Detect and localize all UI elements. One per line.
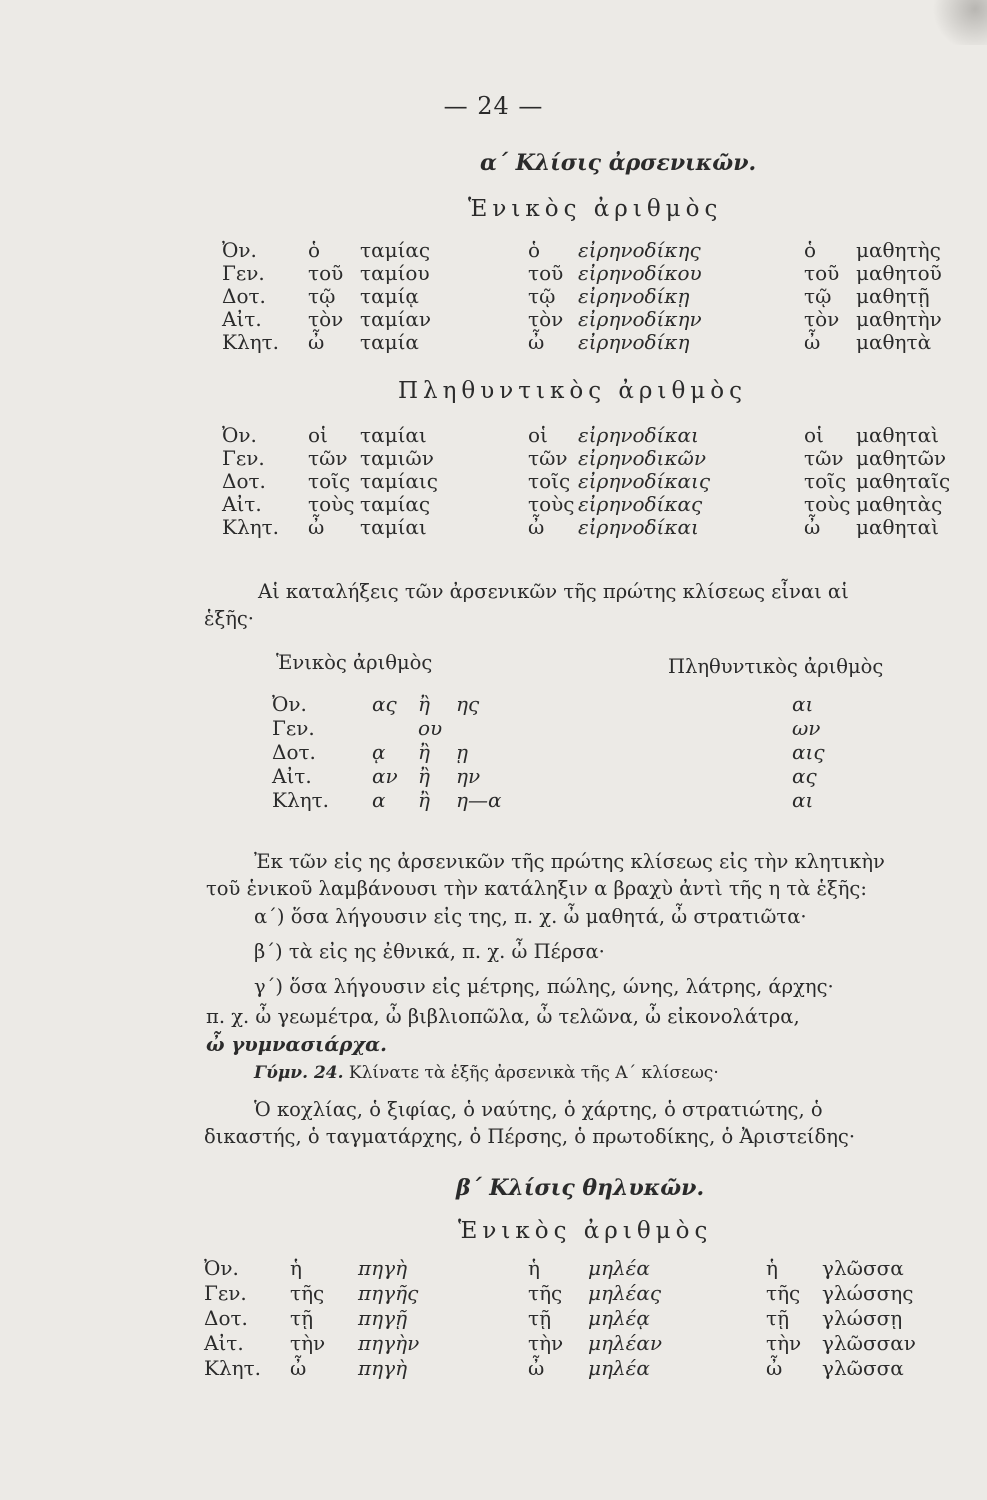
table-cell: τὴν [528,1331,564,1355]
table-row [0,788,987,818]
table-cell: μαθητὴς [856,238,941,262]
table-cell: τοὺς [804,492,851,516]
table-cell: μηλέας [588,1281,662,1305]
table-cell: ην [456,764,481,788]
table-cell: ὦ [308,330,325,354]
exercise-label: Γύμν. 24. [254,1063,344,1083]
exercise-line1: Ὁ κοχλίας, ὁ ξιφίας, ὁ ναύτης, ὁ χάρτης, ὁ στρατιώτης, ὁ [254,1098,823,1121]
case-label: Ὀν. [222,423,257,447]
table-cell: ὦ [804,330,821,354]
table-cell: γλῶσσα [822,1256,904,1280]
case-label: Δοτ. [222,469,266,493]
table-cell: ἡ [528,1256,540,1280]
table-cell: πηγὴ [358,1256,408,1280]
case-label: Δοτ. [222,284,266,308]
table-cell: εἰρηνοδίκου [578,261,702,285]
table-cell: μηλέα [588,1256,650,1280]
endings-intro-line2: ἑξῆς· [204,607,255,630]
table-cell: μαθητῶν [856,446,947,470]
table-cell: ταμίᾳ [360,284,419,308]
table-cell: εἰρηνοδίκης [578,238,701,262]
table-cell: εἰρηνοδίκην [578,307,702,331]
table-cell: ας [372,692,397,716]
table-cell: ὁ [308,238,321,262]
table-cell: ἢ [418,788,430,812]
table-cell: οἱ [528,423,548,447]
rule-c-line2: π. χ. ὦ γεωμέτρα, ὦ βιβλιοπῶλα, ὦ τελῶνα, ὦ εἰκονολάτρα, [206,1005,800,1028]
case-label: Κλητ. [272,788,330,812]
table-cell: τῶν [528,446,568,470]
exercise-heading [254,1063,719,1083]
section-b-singular-heading: Ἑνικὸς ἀριθμὸς [458,1218,713,1244]
case-label: Αἰτ. [272,764,312,788]
table-cell: μαθηταῖς [856,469,951,493]
table-cell: αι [792,788,814,812]
rule-b: β΄) τὰ εἰς ης ἐθνικά, π. χ. ὦ Πέρσα· [254,940,605,963]
table-cell: εἰρηνοδίκας [578,492,703,516]
endings-intro-line1: Αἱ καταλήξεις τῶν ἀρσενικῶν τῆς πρώτης κλίσεως εἶναι αἱ [258,580,849,603]
table-cell: τοὺς [308,492,355,516]
table-cell: πηγὴ [358,1356,408,1380]
table-cell: αι [792,692,814,716]
table-cell: τῇ [766,1306,790,1330]
table-cell: γλῶσσα [822,1356,904,1380]
endings-singular-heading: Ἑνικὸς ἀριθμὸς [276,651,433,674]
exercise-text: Κλίνατε τὰ ἑξῆς ἀρσενικὰ τῆς Α΄ κλίσεως· [348,1063,719,1083]
table-cell: τὸν [308,307,344,331]
table-cell: τῆς [290,1281,325,1305]
case-label: Αἰτ. [222,492,262,516]
table-cell: τὴν [766,1331,802,1355]
exercise-line2: δικαστής, ὁ ταγματάρχης, ὁ Πέρσης, ὁ πρωτοδίκης, ὁ Ἀριστείδης· [204,1125,856,1148]
table-cell: ᾳ [372,740,386,764]
table-cell: ἢ [418,764,430,788]
table-cell: ταμίαι [360,515,427,539]
case-label: Γεν. [222,446,265,470]
table-cell: μαθητοῦ [856,261,942,285]
table-cell: γλώσσῃ [822,1306,903,1330]
case-label: Αἰτ. [204,1331,244,1355]
table-cell: ὦ [290,1356,307,1380]
table-cell: ων [792,716,821,740]
table-cell: τοῖς [804,469,847,493]
table-cell: ὁ [804,238,817,262]
table-cell: ἢ [418,740,430,764]
table-cell: τοῖς [528,469,571,493]
table-cell: ταμία [360,330,419,354]
table-cell: εἰρηνοδίκη [578,330,690,354]
rule-a: α΄) ὅσα λήγουσιν εἰς της, π. χ. ὦ μαθητά, ὦ στρατιῶτα· [254,905,807,928]
table-cell: τῆς [766,1281,801,1305]
table-cell: μαθητὴν [856,307,942,331]
table-cell: πηγῇ [358,1306,408,1330]
table-cell: ἡ [290,1256,302,1280]
table-cell: εἰρηνοδικῶν [578,446,706,470]
case-label: Ὀν. [272,692,307,716]
case-label: Ὀν. [222,238,257,262]
table-cell: ταμιῶν [360,446,434,470]
page-number: — 24 — [443,92,544,120]
table-cell: τὸν [528,307,564,331]
table-cell: ὁ [528,238,541,262]
table-cell: γλώσσης [822,1281,914,1305]
table-cell: εἰρηνοδίκαις [578,469,711,493]
section-a-title: α΄ Κλίσις ἀρσενικῶν. [480,150,757,176]
table-cell: τοῦ [308,261,344,285]
case-label: Δοτ. [272,740,316,764]
case-label: Γεν. [272,716,315,740]
table-cell: οἱ [308,423,328,447]
table-cell: τῷ [804,284,832,308]
table-row [0,515,987,545]
table-cell: ταμίας [360,238,431,262]
table-cell: μαθητῇ [856,284,930,308]
table-cell: μαθηταὶ [856,423,939,447]
case-label: Κλητ. [222,330,280,354]
table-cell: τοὺς [528,492,575,516]
table-cell: ης [456,692,480,716]
table-cell: μαθητὰς [856,492,943,516]
table-cell: ου [418,716,443,740]
table-cell: ὦ [528,515,545,539]
table-cell: πηγὴν [358,1331,420,1355]
section-b-title: β΄ Κλίσις θηλυκῶν. [456,1175,705,1201]
case-label: Αἰτ. [222,307,262,331]
table-cell: τοῖς [308,469,351,493]
table-cell: εἰρηνοδίκαι [578,515,699,539]
section-a-plural-heading: Πληθυντικὸς ἀριθμὸς [398,378,747,404]
table-cell: ταμίας [360,492,431,516]
table-cell: τῶν [804,446,844,470]
table-cell: ταμίαν [360,307,432,331]
table-cell: ταμίαις [360,469,438,493]
table-cell: τῇ [290,1306,314,1330]
table-cell: ταμίαι [360,423,427,447]
table-cell: μαθηταὶ [856,515,939,539]
endings-plural-heading: Πληθυντικὸς ἀριθμὸς [668,655,884,678]
table-cell: οἱ [804,423,824,447]
table-cell: αν [372,764,398,788]
table-cell: τὴν [290,1331,326,1355]
table-cell: η—α [456,788,502,812]
table-cell: τῶν [308,446,348,470]
case-label: Δοτ. [204,1306,248,1330]
table-cell: μηλέα [588,1356,650,1380]
table-cell: ας [792,764,817,788]
table-cell: ἡ [766,1256,778,1280]
table-cell: ὦ [528,1356,545,1380]
case-label: Γεν. [204,1281,247,1305]
table-cell: αις [792,740,825,764]
table-row [0,1356,987,1386]
case-label: Ὀν. [204,1256,239,1280]
table-cell: μηλέαν [588,1331,663,1355]
table-cell: ὦ [308,515,325,539]
table-cell: εἰρηνοδίκῃ [578,284,690,308]
table-cell: τοῦ [528,261,564,285]
table-cell: α [372,788,386,812]
table-cell: τοῦ [804,261,840,285]
table-cell: γλῶσσαν [822,1331,916,1355]
table-cell: τῷ [308,284,336,308]
table-cell: πηγῆς [358,1281,419,1305]
case-label: Γεν. [222,261,265,285]
rule-c-line3: ὦ γυμνασιάρχα. [206,1033,387,1056]
table-cell: τῇ [528,1306,552,1330]
table-cell: ὦ [528,330,545,354]
table-cell: τῆς [528,1281,563,1305]
table-row [0,330,987,360]
table-cell: μηλέᾳ [588,1306,650,1330]
case-label: Κλητ. [204,1356,262,1380]
page-corner-stain [927,0,987,45]
section-a-singular-heading: Ἑνικὸς ἀριθμὸς [468,196,723,222]
table-cell: μαθητὰ [856,330,932,354]
table-cell: ῃ [456,740,468,764]
rule-line1: Ἐκ τῶν εἰς ης ἀρσενικῶν τῆς πρώτης κλίσεως εἰς τὴν κλητικὴν [254,850,885,873]
rule-c-line1: γ΄) ὅσα λήγουσιν εἰς μέτρης, πώλης, ώνης, λάτρης, άρχης· [254,975,834,998]
table-cell: τὸν [804,307,840,331]
table-cell: ὦ [766,1356,783,1380]
table-cell: ἢ [418,692,430,716]
table-cell: ταμίου [360,261,430,285]
table-cell: τῷ [528,284,556,308]
table-cell: ὦ [804,515,821,539]
table-cell: εἰρηνοδίκαι [578,423,699,447]
rule-line2: τοῦ ἑνικοῦ λαμβάνουσι τὴν κατάληξιν α βραχὺ ἀντὶ τῆς η τὰ ἑξῆς: [206,877,867,900]
case-label: Κλητ. [222,515,280,539]
